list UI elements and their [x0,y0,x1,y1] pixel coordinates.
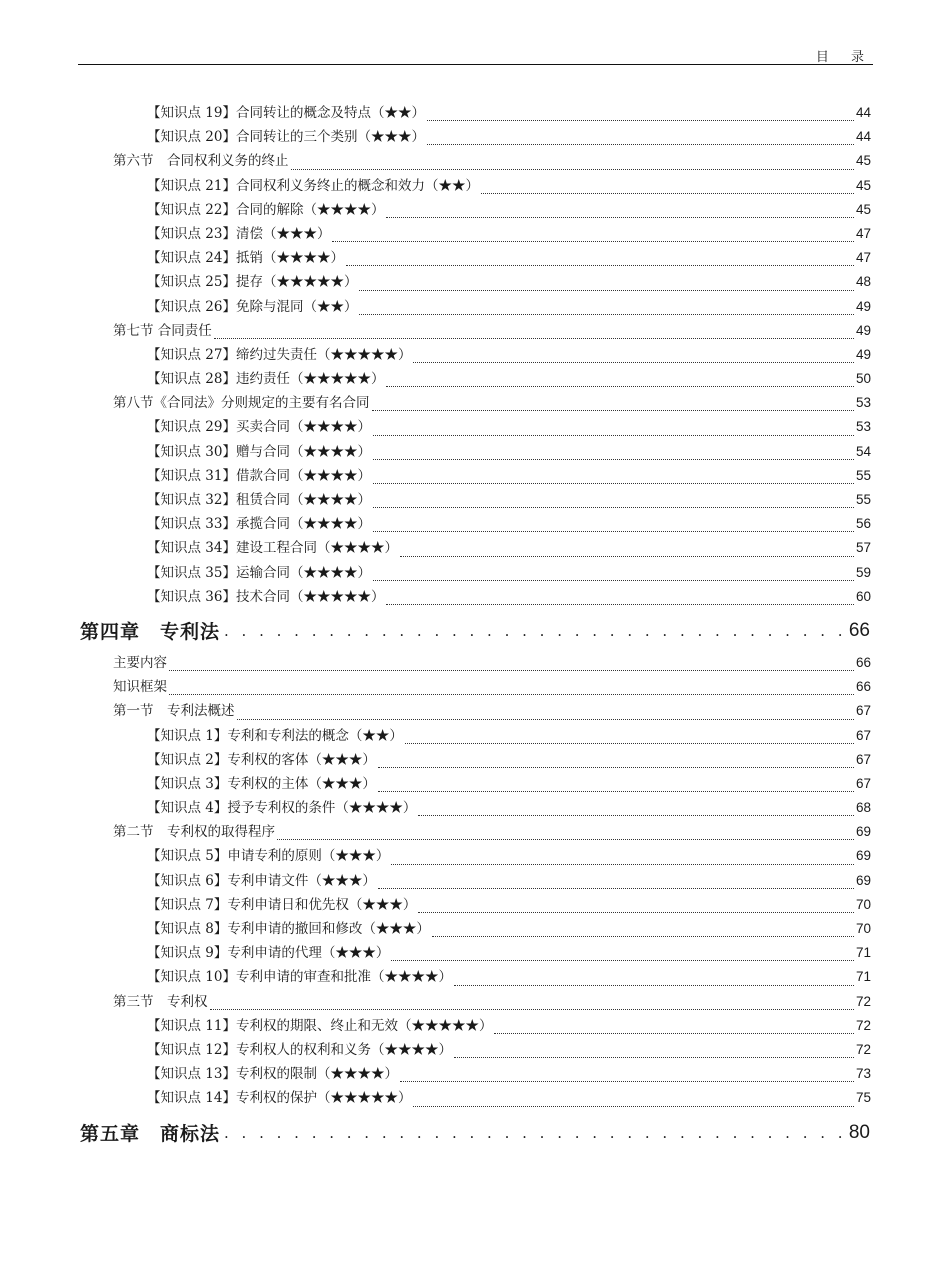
toc-item-row[interactable] [147,844,871,868]
toc-entry-label: 【知识点 9】专利申请的代理（★★★） [147,945,390,962]
toc-entry-label: 【知识点 7】专利申请日和优先权（★★★） [147,896,417,913]
toc-entry-label: 第七节 合同责任 [113,322,212,339]
page-header-title: 目 录 [815,50,873,65]
dot-leader [373,459,854,460]
toc-entry-label: 第六节 合同权利义务的终止 [113,153,289,170]
dot-leader [373,483,854,484]
toc-page-number: 45 [855,177,871,193]
toc-entry-label: 【知识点 19】合同转让的概念及特点（★★） [147,105,425,121]
toc-page-number: 68 [855,800,871,816]
toc-entry-label: 【知识点 25】提存（★★★★★） [147,274,358,291]
dot-leader [427,144,854,145]
toc-page-number: 71 [855,945,871,961]
toc-item-row[interactable] [147,1086,871,1110]
toc-entry-label: 【知识点 29】买卖合同（★★★★） [147,419,371,436]
toc-page-number: 56 [855,516,871,532]
toc-item-row[interactable] [147,174,871,198]
toc-page-number: 47 [855,225,871,241]
dot-leader [413,362,853,363]
dot-leader [332,241,853,242]
toc-page-number: 69 [855,824,871,840]
toc-entry-label: 【知识点 10】专利申请的审查和批准（★★★★） [147,969,452,986]
toc-item-row[interactable] [147,488,871,512]
toc-section-row[interactable] [113,319,871,343]
toc-entry-label: 【知识点 28】违约责任（★★★★★） [147,371,385,388]
toc-page-number: 67 [855,775,871,791]
toc-page-number: 72 [855,993,871,1009]
toc-page-number: 55 [855,492,871,507]
toc-page-number: 54 [855,443,871,459]
dot-leader [386,386,853,387]
dot-leader [210,1009,854,1010]
toc-page-number: 57 [855,540,871,556]
toc-item-row[interactable] [147,415,871,439]
toc-entry-label: 【知识点 32】租赁合同（★★★★） [147,492,371,508]
toc-page-number: 45 [855,153,871,169]
dot-leader [359,314,853,315]
toc-entry-label: 第三节 专利权 [113,993,208,1010]
toc-entry-label: 第二节 专利权的取得程序 [113,824,275,841]
dot-leader [372,410,854,411]
toc-entry-label: 【知识点 13】专利权的限制（★★★★） [147,1066,398,1083]
toc-page-number: 72 [855,1041,871,1057]
dot-leader [373,507,854,508]
toc-section-row[interactable] [113,651,871,675]
dot-leader [400,556,854,557]
toc-item-row[interactable] [147,367,871,391]
toc-item-row[interactable] [147,343,871,367]
toc-page-number: 55 [855,467,871,483]
toc-chapter-row[interactable] [80,1115,870,1151]
toc-entry-label: 【知识点 14】专利权的保护（★★★★★） [147,1090,412,1107]
toc-entry-label: 【知识点 31】借款合同（★★★★） [147,467,371,484]
dot-leader [378,767,854,768]
toc-chapter-row[interactable] [80,613,870,649]
toc-page-number: 50 [855,371,871,387]
dot-leader [494,1033,854,1034]
dot-leader [418,815,854,816]
dot-leader [214,338,854,339]
toc-page-number: 70 [855,896,871,912]
toc-page-number: 59 [855,564,871,580]
toc-item-row[interactable] [147,440,871,464]
toc-item-row[interactable] [147,796,871,820]
toc-entry-label: 【知识点 23】清偿（★★★） [147,225,331,242]
dot-leader [418,912,854,913]
toc-entry-label: 【知识点 24】抵销（★★★★） [147,250,344,267]
toc-item-row[interactable] [147,561,871,585]
toc-item-row[interactable] [147,772,871,796]
toc-item-row[interactable] [147,1014,871,1038]
toc-page-number: 53 [855,395,871,411]
toc-item-row[interactable] [147,724,871,748]
dot-leader [454,985,854,986]
dot-leader [391,864,854,865]
dot-leader [224,1124,845,1142]
dot-leader [346,265,854,266]
toc-page-number: 71 [855,969,871,985]
dot-leader [277,839,854,840]
toc-page-number: 44 [855,129,871,145]
dot-leader [237,719,854,720]
toc-page-number: 49 [855,322,871,338]
toc-entry-label: 【知识点 11】专利权的期限、终止和无效（★★★★★） [147,1017,493,1034]
dot-leader [224,622,845,640]
toc-item-row[interactable] [147,198,871,222]
dot-leader [405,743,854,744]
toc-entry-label: 【知识点 1】专利和专利法的概念（★★） [147,727,403,744]
toc-entry-label: 【知识点 30】赠与合同（★★★★） [147,443,371,460]
dot-leader [359,290,853,291]
toc-page-number: 47 [855,250,871,266]
toc-item-row[interactable] [147,1038,871,1062]
dot-leader [391,960,854,961]
toc-page-number: 72 [855,1017,871,1033]
dot-leader [169,694,854,695]
toc-item-row[interactable] [147,917,871,941]
toc-page-number: 49 [855,298,871,314]
toc-page-number: 69 [855,848,871,864]
toc-page-number: 66 [848,619,870,641]
toc-entry-label: 【知识点 12】专利权人的权利和义务（★★★★） [147,1041,452,1058]
toc-section-row[interactable] [113,699,871,723]
toc-entry-label: 第四章 专利法 [80,621,221,644]
toc-section-row[interactable] [113,820,871,844]
toc-entry-label: 【知识点 6】专利申请文件（★★★） [147,872,376,889]
toc-page-number: 75 [855,1090,871,1106]
toc-entry-label: 【知识点 2】专利权的客体（★★★） [147,751,376,768]
toc-item-row[interactable] [147,1062,871,1086]
toc-page-number: 67 [855,751,871,767]
dot-leader [427,120,854,121]
toc-page-number: 66 [855,679,871,695]
toc-page-number: 49 [855,346,871,362]
toc-entry-label: 第五章 商标法 [80,1123,221,1145]
header-rule [78,64,873,65]
toc-page-number: 69 [855,872,871,888]
dot-leader [413,1106,853,1107]
toc-entry-label: 知识框架 [113,679,167,696]
toc-item-row[interactable] [147,941,871,965]
dot-leader [291,169,854,170]
toc-entry-label: 第一节 专利法概述 [113,703,235,720]
toc-entry-label: 【知识点 20】合同转让的三个类别（★★★） [147,129,425,146]
toc-page-number: 67 [855,703,871,719]
toc-entry-label: 【知识点 22】合同的解除（★★★★） [147,201,385,218]
toc-page-number: 66 [855,654,871,670]
toc-page-number: 45 [855,201,871,217]
toc-entry-label: 【知识点 36】技术合同（★★★★★） [147,588,385,605]
toc-entry-label: 【知识点 21】合同权利义务终止的概念和效力（★★） [147,177,479,194]
toc-page-number: 73 [855,1066,871,1082]
toc-item-row[interactable] [147,246,871,270]
toc-entry-label: 【知识点 5】申请专利的原则（★★★） [147,848,390,865]
toc-page-number: 80 [848,1121,870,1143]
toc-entry-label: 【知识点 8】专利申请的撤回和修改（★★★） [147,921,430,937]
toc-section-row[interactable] [113,149,871,173]
dot-leader [432,936,854,937]
toc-entry-label: 【知识点 26】免除与混同（★★） [147,298,358,315]
toc-entry-label: 【知识点 3】专利权的主体（★★★） [147,775,376,792]
toc-item-row[interactable] [147,295,871,319]
dot-leader [378,888,854,889]
dot-leader [400,1081,854,1082]
dot-leader [454,1057,854,1058]
table-of-contents [0,101,950,1153]
toc-page-number: 44 [855,105,871,120]
toc-entry-label: 【知识点 33】承揽合同（★★★★） [147,516,371,533]
toc-item-row[interactable] [147,965,871,989]
toc-page-number: 70 [855,921,871,936]
toc-entry-label: 第八节《合同法》分则规定的主要有名合同 [113,395,370,412]
toc-item-row[interactable] [147,585,871,609]
dot-leader [386,604,853,605]
toc-item-row[interactable] [147,748,871,772]
toc-entry-label: 【知识点 35】运输合同（★★★★） [147,564,371,581]
dot-leader [373,435,854,436]
toc-item-row[interactable] [147,270,871,294]
toc-page-number: 60 [855,588,871,604]
dot-leader [481,193,854,194]
toc-item-row[interactable] [147,869,871,893]
toc-item-row[interactable] [147,512,871,536]
toc-entry-label: 【知识点 27】缔约过失责任（★★★★★） [147,346,412,363]
toc-section-row[interactable] [113,391,871,415]
dot-leader [169,670,854,671]
toc-item-row[interactable] [147,893,871,917]
dot-leader [386,217,853,218]
toc-page-number: 53 [855,419,871,435]
dot-leader [373,531,854,532]
toc-item-row[interactable] [147,536,871,560]
dot-leader [373,580,854,581]
toc-item-row[interactable] [147,222,871,246]
toc-section-row[interactable] [113,990,871,1014]
toc-entry-label: 主要内容 [113,654,167,671]
dot-leader [378,791,854,792]
toc-entry-label: 【知识点 34】建设工程合同（★★★★） [147,540,398,557]
toc-item-row[interactable] [147,101,871,125]
toc-entry-label: 【知识点 4】授予专利权的条件（★★★★） [147,800,417,817]
toc-item-row[interactable] [147,125,871,149]
toc-page-number: 48 [855,274,871,290]
toc-section-row[interactable] [113,675,871,699]
toc-page-number: 67 [855,727,871,743]
toc-item-row[interactable] [147,464,871,488]
